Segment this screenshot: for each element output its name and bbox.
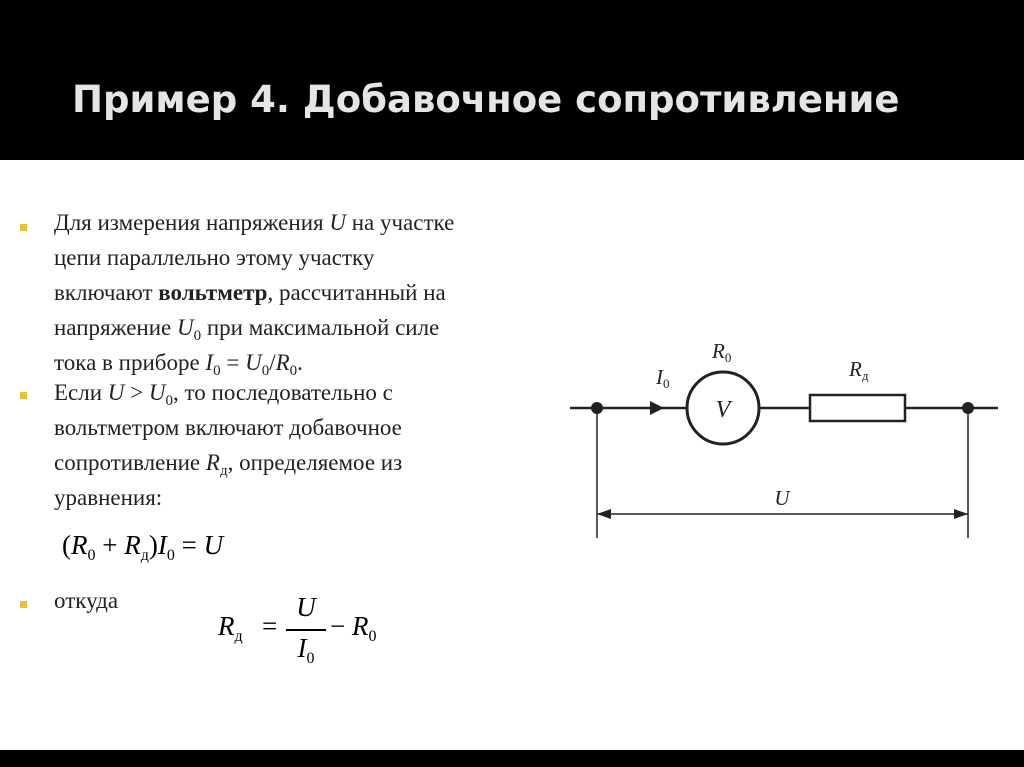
bullet2-line4: уравнения: xyxy=(54,485,163,510)
eq2-numerator: U xyxy=(296,592,316,622)
eq2-equals: = xyxy=(262,611,278,641)
eq2-fraction-bar xyxy=(286,629,326,631)
eq2-lhs: $R_д$ xyxy=(218,611,243,645)
eq2-rest: − $R_0$ xyxy=(330,611,377,645)
current-label: I0 xyxy=(656,365,670,391)
voltage-label: U xyxy=(774,486,790,510)
node-right xyxy=(962,402,974,414)
slide-title: Пример 4. Добавочное сопротивление xyxy=(72,78,900,121)
bullet-marker xyxy=(20,601,27,608)
equation-additional-resistance xyxy=(218,592,388,674)
voltmeter-symbol: V xyxy=(715,397,731,423)
eq2-denominator: $I_0$ xyxy=(297,633,315,667)
bullet1-line1: Для измерения напряжения U на участке xyxy=(54,210,455,235)
resistor-icon xyxy=(810,395,905,421)
bullet2-line1: Если $U > U_0$, то последовательно с xyxy=(54,380,393,409)
bullet-marker xyxy=(20,392,27,399)
current-arrow-icon xyxy=(650,401,664,415)
equation-ohm-series: $(R_0 + R_д)I_0 = U$ xyxy=(62,530,224,564)
node-left xyxy=(591,402,603,414)
title-bar xyxy=(0,0,1024,158)
bullet2-line2: вольтметром включают добавочное xyxy=(54,415,402,440)
condition-formula: $U > U_0$ xyxy=(107,380,174,409)
bullet2-line3: сопротивление $R_д$, определяемое из xyxy=(54,450,403,479)
meter-resistance-label: R0 xyxy=(712,339,732,365)
bullet1-line2: цепи параллельно этому участку xyxy=(54,245,375,270)
arrow-right-icon xyxy=(954,509,968,519)
current-formula: $I_0 = U_0/R_0$. xyxy=(205,350,303,379)
resistor-label: Rд xyxy=(849,357,869,383)
bullet3-label: откуда xyxy=(54,588,119,613)
circuit-diagram xyxy=(560,330,1010,550)
arrow-left-icon xyxy=(597,509,611,519)
bullet1-line5: тока в приборе $I_0 = U_0/R_0$. xyxy=(54,350,303,379)
bullet-marker xyxy=(20,224,27,231)
bullet1-line4: напряжение $U_0$ при максимальной силе xyxy=(54,315,440,344)
bullet1-line3: включают вольтметр, рассчитанный на xyxy=(54,280,446,305)
